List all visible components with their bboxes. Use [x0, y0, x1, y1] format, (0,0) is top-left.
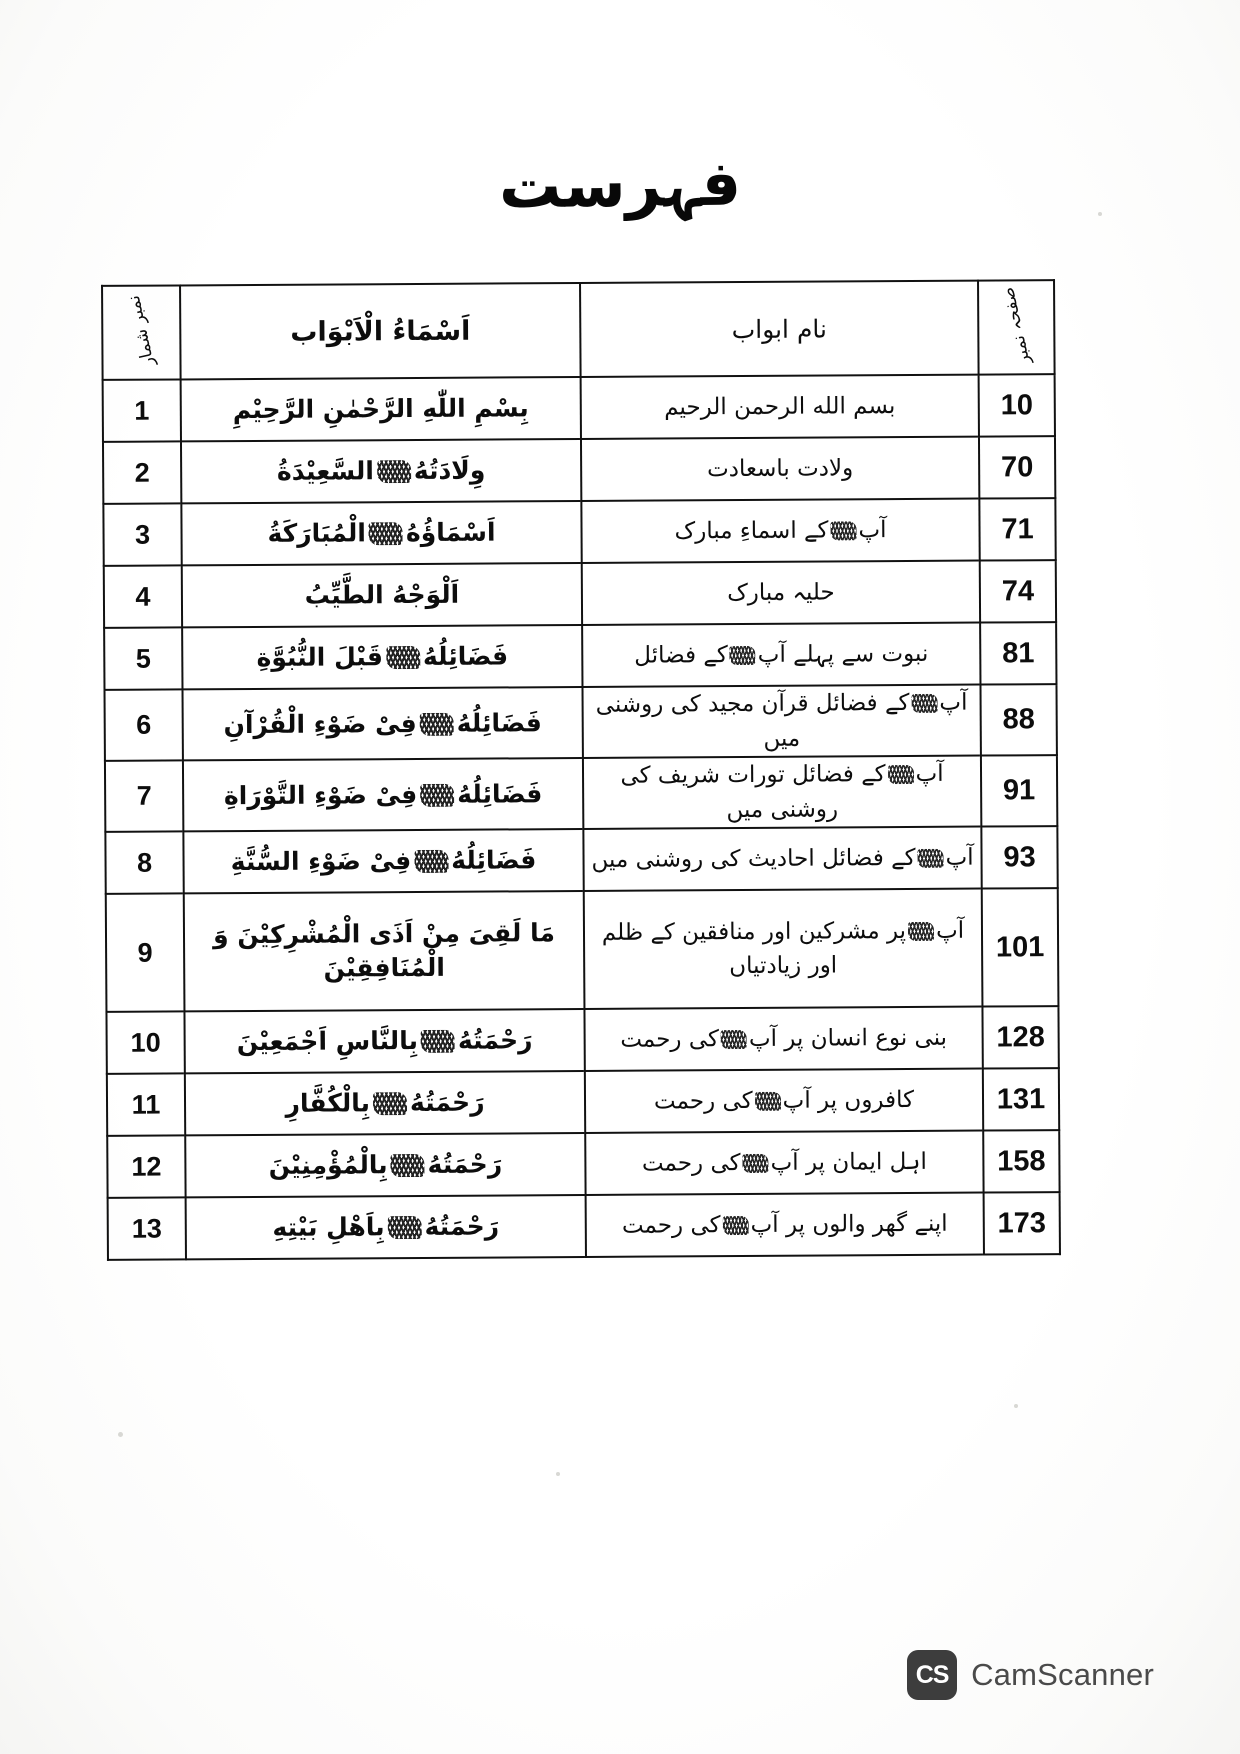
urdu-text-pre: بنی نوع انسان پر آپ: [748, 1024, 948, 1052]
row-index-cell: 10: [106, 1011, 184, 1073]
page-number-cell: 131: [983, 1068, 1059, 1130]
toc-table-body: [103, 374, 1060, 1260]
sallallahu-alayhi-wasallam-icon: [888, 765, 914, 784]
sallallahu-alayhi-wasallam-icon: [830, 521, 856, 540]
urdu-chapter-name-cell: [582, 685, 980, 758]
row-index-cell: 8: [105, 831, 183, 893]
arabic-text-post: بِالنَّاسِ اَجْمَعِيْنَ: [236, 1026, 419, 1057]
arabic-text-post: الْمُنَافِقِيْنَ: [323, 952, 445, 983]
sallallahu-alayhi-wasallam-icon: [377, 460, 411, 483]
arabic-chapter-name-cell: [183, 829, 583, 893]
table-row: [108, 1192, 1060, 1260]
sallallahu-alayhi-wasallam-icon: [391, 1154, 425, 1177]
arabic-text-post: بِاَهْلِ بَيْتِهِ: [272, 1212, 385, 1243]
row-index-cell: 4: [104, 565, 182, 627]
arabic-text-pre: فَضَائِلُهُ: [422, 641, 509, 672]
urdu-text-pre: آپ: [915, 760, 944, 787]
table-row: [107, 1130, 1059, 1198]
urdu-chapter-name-cell: [582, 561, 980, 625]
row-index-cell: 2: [103, 441, 181, 503]
sallallahu-alayhi-wasallam-icon: [387, 1216, 421, 1239]
table-row: [104, 560, 1056, 628]
row-index-cell: 6: [105, 689, 183, 760]
urdu-text-pre: بسم الله الرحمن الرحیم: [664, 392, 896, 421]
urdu-chapter-name-cell: [585, 1069, 983, 1133]
urdu-text-post: کے فضائل تورات شریف کی روشنی میں: [620, 761, 886, 823]
arabic-chapter-name-cell: [184, 891, 585, 1011]
urdu-text-post: کے فضائل قرآن مجید کی روشنی میں: [595, 689, 910, 752]
arabic-chapter-name-cell: [185, 1133, 585, 1197]
column-header-arabic-names: اَسْمَاءُ الْاَبْوَاب: [180, 283, 581, 379]
urdu-chapter-name-cell: [582, 623, 980, 687]
urdu-text-post: کے اسماءِ مبارک: [674, 517, 829, 545]
arabic-text-pre: وِلَادَتُهُ: [413, 455, 486, 486]
arabic-text-pre: مَا لَقِىَ مِنْ اَذَى الْمُشْرِكِيْنَ وَ: [212, 918, 556, 950]
toc-table-head: [102, 280, 1055, 380]
urdu-text-pre: آپ: [858, 516, 887, 544]
row-index-cell: 11: [107, 1073, 185, 1135]
sallallahu-alayhi-wasallam-icon: [755, 1092, 781, 1111]
table-header-row: [102, 280, 1055, 380]
arabic-chapter-name-cell: [181, 439, 581, 503]
row-index-cell: 9: [106, 893, 185, 1011]
table-row: [103, 374, 1055, 442]
column-header-index: [102, 285, 181, 379]
toc-table: [101, 279, 1061, 1261]
arabic-text-post: بِالْكُفَّارِ: [285, 1088, 371, 1118]
sallallahu-alayhi-wasallam-icon: [373, 1092, 407, 1115]
arabic-chapter-name-cell: [183, 687, 583, 760]
urdu-text-post: کی رحمت: [653, 1087, 753, 1115]
urdu-chapter-name-cell: [583, 827, 981, 891]
arabic-text-post: السَّعِيْدَةُ: [276, 456, 374, 486]
sallallahu-alayhi-wasallam-icon: [918, 849, 944, 868]
table-row: [106, 888, 1059, 1012]
urdu-text-post: پر مشرکین اور منافقین کے ظلم اور زیادتیاں: [601, 917, 907, 980]
page-number-cell: 81: [980, 622, 1056, 684]
table-row: [105, 755, 1057, 832]
camscanner-label: CamScanner: [971, 1657, 1154, 1692]
sallallahu-alayhi-wasallam-icon: [386, 646, 420, 669]
sallallahu-alayhi-wasallam-icon: [722, 1216, 748, 1235]
sallallahu-alayhi-wasallam-icon: [420, 712, 454, 735]
arabic-chapter-name-cell: [181, 377, 581, 441]
table-row: [105, 684, 1057, 761]
urdu-text-pre: کافروں پر آپ: [782, 1086, 915, 1114]
page-number-cell: 128: [982, 1006, 1058, 1068]
page-number-cell: 91: [981, 755, 1057, 826]
row-index-cell: 7: [105, 760, 183, 831]
column-header-index-label: نمبر شمار: [123, 293, 159, 369]
arabic-text-pre: بِسْمِ اللّٰهِ الرَّحْمٰنِ الرَّحِيْمِ: [232, 393, 529, 425]
urdu-text-pre: اہل ایمان پر آپ: [770, 1148, 927, 1176]
arabic-chapter-name-cell: [186, 1195, 586, 1259]
sallallahu-alayhi-wasallam-icon: [911, 694, 937, 713]
camscanner-logo-icon: CS: [907, 1650, 957, 1700]
urdu-text-pre: آپ: [939, 689, 968, 716]
arabic-text-pre: رَحْمَتُهُ: [457, 1025, 533, 1055]
sallallahu-alayhi-wasallam-icon: [414, 850, 448, 873]
arabic-chapter-name-cell: [183, 758, 583, 831]
urdu-text-post: کے فضائل: [634, 641, 728, 669]
row-index-cell: 1: [103, 379, 181, 441]
arabic-text-pre: فَضَائِلُهُ: [457, 778, 543, 809]
arabic-text-pre: رَحْمَتُهُ: [409, 1087, 485, 1118]
column-header-page: [978, 280, 1055, 374]
page-number-cell: 10: [979, 374, 1055, 436]
page-number-cell: 74: [980, 560, 1056, 622]
urdu-text-post: کے فضائل احادیث کی روشنی میں: [591, 844, 916, 873]
sallallahu-alayhi-wasallam-icon: [369, 522, 403, 545]
table-row: [105, 826, 1057, 894]
urdu-chapter-name-cell: [584, 1007, 982, 1071]
camscanner-watermark: [907, 1650, 1154, 1700]
page-title: فہرست: [498, 146, 742, 223]
urdu-text-post: کی رحمت: [641, 1149, 741, 1177]
row-index-cell: 13: [108, 1197, 186, 1259]
column-header-page-label: صفحہ نمبر: [997, 284, 1034, 366]
urdu-chapter-name-cell: [581, 499, 979, 563]
arabic-chapter-name-cell: [184, 1009, 584, 1073]
urdu-chapter-name-cell: [583, 756, 981, 829]
urdu-text-pre: آپ: [945, 844, 974, 871]
urdu-text-post: کی رحمت: [620, 1025, 719, 1053]
table-row: [103, 498, 1055, 566]
arabic-text-post: فِىْ ضَوْءِ السُّنَّةِ: [230, 846, 412, 877]
urdu-chapter-name-cell: [581, 375, 979, 439]
table-row: [103, 436, 1055, 504]
page-number-cell: 173: [984, 1192, 1060, 1254]
urdu-chapter-name-cell: [586, 1193, 984, 1257]
urdu-text-pre: حلیہ مبارک: [727, 579, 835, 606]
sallallahu-alayhi-wasallam-icon: [721, 1030, 747, 1049]
arabic-text-pre: اَلْوَجْهُ الطَّيِّبُ: [304, 579, 460, 610]
arabic-text-pre: فَضَائِلُهُ: [451, 845, 537, 875]
sallallahu-alayhi-wasallam-icon: [421, 1030, 455, 1053]
page-number-cell: 88: [980, 684, 1056, 755]
arabic-chapter-name-cell: [185, 1071, 585, 1135]
page-number-cell: 71: [979, 498, 1055, 560]
urdu-text-pre: اپنے گھر والوں پر آپ: [750, 1210, 948, 1238]
page-number-cell: 158: [983, 1130, 1059, 1192]
arabic-text-post: فِىْ ضَوْءِ الْقُرْآنِ: [223, 708, 417, 739]
urdu-chapter-name-cell: [584, 889, 983, 1009]
sallallahu-alayhi-wasallam-icon: [742, 1154, 768, 1173]
urdu-text-pre: آپ: [935, 917, 965, 944]
table-row: [107, 1068, 1059, 1136]
urdu-chapter-name-cell: [585, 1131, 983, 1195]
arabic-chapter-name-cell: [182, 563, 582, 627]
row-index-cell: 5: [104, 627, 182, 689]
page-number-cell: 101: [982, 888, 1059, 1006]
arabic-text-post: فِىْ ضَوْءِ التَّوْرَاةِ: [223, 779, 418, 810]
row-index-cell: 3: [103, 503, 181, 565]
arabic-text-post: بِالْمُؤْمِنِيْنَ: [268, 1150, 388, 1181]
arabic-text-pre: اَسْمَاؤُهُ: [405, 517, 496, 548]
urdu-text-pre: نبوت سے پہلے آپ: [757, 640, 929, 668]
table-row: [106, 1006, 1058, 1074]
urdu-text-pre: ولادت باسعادت: [707, 455, 854, 482]
arabic-text-pre: رَحْمَتُهُ: [424, 1211, 500, 1242]
urdu-chapter-name-cell: [581, 437, 979, 501]
arabic-text-post: الْمُبَارَكَةُ: [267, 518, 367, 549]
column-header-urdu-names: نام ابواب: [580, 281, 979, 377]
page-number-cell: 93: [981, 826, 1057, 888]
urdu-text-post: کی رحمت: [621, 1211, 721, 1239]
table-row: [104, 622, 1056, 690]
arabic-text-post: قَبْلَ النُّبُوَّةِ: [256, 642, 384, 673]
page-number-cell: 70: [979, 436, 1055, 498]
arabic-text-pre: فَضَائِلُهُ: [456, 707, 542, 738]
arabic-chapter-name-cell: [181, 501, 581, 565]
sallallahu-alayhi-wasallam-icon: [730, 646, 756, 665]
arabic-chapter-name-cell: [182, 625, 582, 689]
row-index-cell: 12: [107, 1135, 185, 1197]
table-of-contents: [101, 279, 1059, 1261]
arabic-text-pre: رَحْمَتُهُ: [427, 1149, 503, 1180]
sallallahu-alayhi-wasallam-icon: [420, 783, 454, 806]
sallallahu-alayhi-wasallam-icon: [908, 921, 934, 940]
